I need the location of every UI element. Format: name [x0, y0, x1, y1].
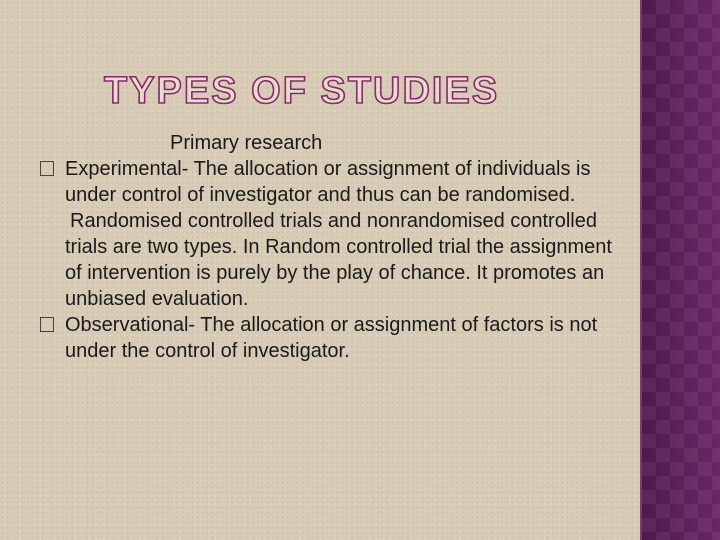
- bullet-square-icon: [40, 317, 54, 332]
- decorative-side-panel: [642, 0, 720, 540]
- paragraph-randomised-trials: Randomised controlled trials and nonrandomised controlled trials are two types. In Random controlled trial the assignment of intervention is purely by the play of chance. It promotes an unbiased evaluation.: [65, 210, 612, 310]
- bullet-observational: [40, 312, 630, 364]
- slide-content: [40, 130, 630, 364]
- subheading: Primary research: [170, 132, 323, 154]
- bullet-text: Experimental- The allocation or assignment of individuals is under control of investigator and thus can be randomised.: [65, 158, 591, 206]
- bullet-text: Observational- The allocation or assignment of factors is not under the control of investigator.: [65, 314, 598, 362]
- slide-title: TYPES OF STUDIES: [104, 70, 500, 112]
- bullet-experimental: [40, 156, 630, 208]
- bullet-square-icon: [40, 161, 54, 176]
